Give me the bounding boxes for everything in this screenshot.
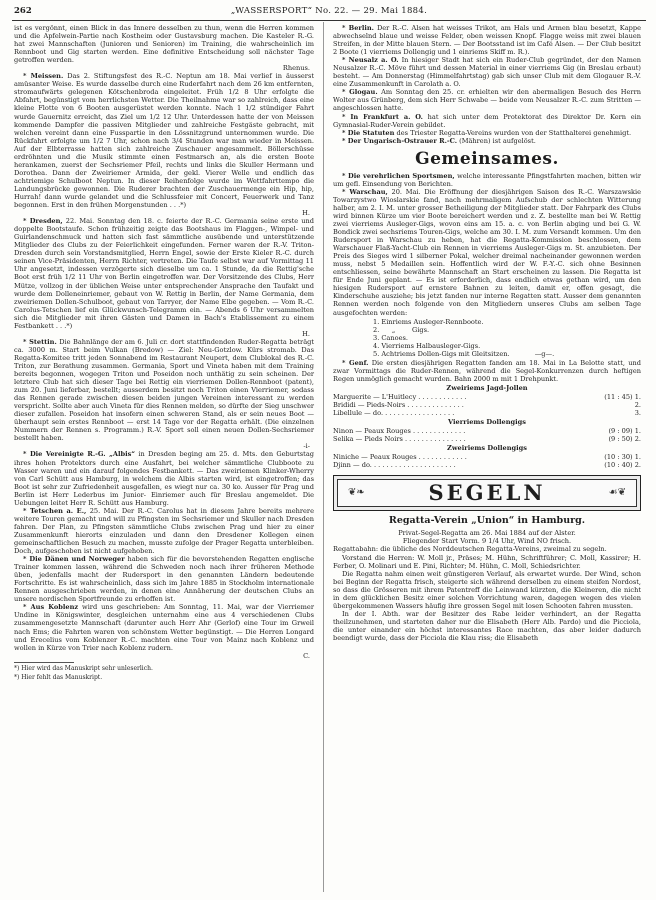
article-berlin (333, 24, 641, 56)
result-time: (11 : 45) 1. (604, 392, 641, 401)
regatta-start-info: Fliegender Start Vorm. 9 1/4 Uhr, Wind NO frisch. (402, 537, 572, 546)
article-lead: * Berlin. (342, 24, 374, 32)
article-body: In hiesiger Stadt hat sich ein Ruder-Club gegründet, der den Namen Neusalzer R.-C. Möve führt und dessen Material in einer vierriems Gig (in Breslau erbaut) besteht. — Am Donnerstag (Himmelfahrtstag) gab sich unser Club mit dem Glogauer R.-V. eine Zusammenkunft in Carolath a. O. (333, 56, 641, 89)
article-meissen (14, 72, 314, 209)
article-body: 20. Mai. Die Eröffnung der diesjährigen Saison des R.-C. Warszawskie Towarzystwo Wioslarskie fand, nach mehrmaligem Aufschub der schlechten Witterung halber, am 2. I. M. unter grosser Betheiligung der Mitglieder statt. Der Fahrpark des Clubs wird binnen Kürze um vier Boote bereichert werden und z. Z. bestellte man bei W. Rettig zwei vierriems Ausleger-Gigs, wovon eins am 15. a. c. von Berlin abging und bei G. W. Bondick zwei sechsriems Touren-Gigs, welche am 30. I. M. zum Versandt kommen. Um den Rudersport in Warschau zu heben, hat die Regatta-Kommission beschlossen, dem Warschauer Flaß-Yacht-Club ein Rennen in vierriems Ausleger-Gigs m. St. anzubieten. Der Preis des Sieges wird 1 silberner Pokal, welcher dreimal nacheinander gewonnen werden muss, nebst 5 Medaillen sein. Hoffentlich wird der W. F.-Y.-C. sich ohne Besinnen entschliessen, seine bewährte Mannschaft an Start erscheinen zu lassen. Die Regatta ist für Ende Juni geplant. — Es ist erforderlich, dass endlich etwas gethan wird, um den hiesigen Rudersport auf ernstere Bahnen zu leiten, damit er, offen gesagt, die Kinderschuhe ausziehe; bis jetzt fanden nur interne Regatten statt. Ausser dem genannten Rennen werden noch folgende von den Mitgliedern unseres Clubs am selben Tage ausgefochten werden: (333, 187, 641, 317)
article-lead: * Meissen. (23, 72, 64, 81)
article-warschau (333, 188, 641, 317)
result-time: (10 : 40) 2. (604, 461, 641, 470)
results-table (333, 384, 641, 469)
result-row (333, 453, 641, 461)
result-time: 3. (634, 409, 641, 418)
list-item: 5. Achtriems Dollen-Gigs mit Gleitsitzen. —g—. (373, 349, 555, 358)
article-lead: * Die Statuten (342, 128, 395, 137)
ornament-icon: ☙❦ (608, 487, 626, 499)
list-item: 4. Vierriems Halbausleger-Gigs. (373, 341, 481, 350)
article-koblenz (14, 603, 314, 651)
article-lead: * Die Dänen und Norweger (23, 555, 125, 564)
result-name: Selika — Pieds Noirs . . . . . . . . . . . . . . . (333, 435, 466, 444)
segeln-banner (333, 475, 641, 511)
regatta-subtitle: Privat-Segel-Regatta am 26. Mai 1884 auf der Alster. (398, 529, 576, 538)
article-body: Die Bahnlänge der am 6. Juli cr. dort stattfindenden Ruder-Regatta beträgt ca. 3000 m. Start beim Vulkan (Bredow) — Ziel: Neu-Gotzlow. Kürs stromab. Das Regatta-Komitee tritt jeden Sonnabend im Restaurant Neupert, dem Clublokal des R.-C. Triton, zur Berathung zusammen. Germania, Sport und Vineta haben mit dem Training bereits begonnen, wogegen Triton und Poseidon noch unthätig zu sein scheinen. Der letztere Club hat sich dieser Tage bei Rettig ein vierriemen Dollen-Rennboot (patent), zum 20. Juni lieferbar, bestellt; ausserdem besitzt noch Triton einen Vierriemer, sodass das Rennen gerade zwischen diesen beiden jungen Vereinen interessant zu werden verspricht. Sollte aber auch Vineta für dies Rennen melden, so dürfte der Sieg unschwer dieser zufallen. Poseidon hat insofern einen schweren Stand, als er sein neues Boot — überhaupt sein erstes Rennboot — erst 14 Tage vor der Regatta erhält. (Die einzelnen Nummern der Rennen s. Programm.) R.-V. Sport soll einen neuen Dollen-Sechsriemer bestellt haben. (14, 337, 314, 443)
article-body: wird uns geschrieben: Am Sonntag, 11. Mai, war der Vierriemer Undine in Königswinter, desgleichen unternahm eine aus 4 verschiedenen Clubs zusammengesetzte Mannschaft (darunter auch Herr Ahr (Gerlof) eine Tour im Grweil nach Ems; die Fahrten waren von schönstem Wetter begünstigt. — Die Herren Longard und Erecelius vom Koblenzer R.-C. machten eine Tour von Mainz nach Koblenz und wollen in Kürze von Trier nach Koblenz rudern. (14, 603, 314, 652)
article-lead: * Der Ungarisch-Ostrauer R.-C. (342, 136, 458, 145)
regatta-report: In der I. Abth. war der Besitzer des Rabe leider verhindert, an der Regatta theilzunehmen, und starteten daher nur die Elisabeth (Herr Alb. Pardo) und die Picciola, die unter einander ein höchst interessantes Race machten, das aber leider dadurch beendigt wurde, dass der Picciola die Klau riss; die Elisabeth (333, 609, 641, 642)
footnote: *) Hier fehlt das Manuskript. (14, 673, 103, 681)
result-time: (9 : 09) 1. (608, 427, 641, 436)
article-lead: * In Frankfurt a. O. (342, 112, 423, 121)
regatta-title: Regatta-Verein „Union“ in Hamburg. (388, 515, 586, 527)
article-body: welche interessante Pfingstfahrten machen, bitten wir um gefl. Einsendung von Berichten. (333, 171, 642, 188)
result-row (333, 409, 641, 417)
result-name: Libellule — do. . . . . . . . . . . . . . . . . . (333, 409, 455, 418)
section-heading-gemeinsames: Gemeinsames. (415, 148, 559, 169)
regatta-course: Regattabahn: die übliche des Norddeutschen Regatta-Vereins, zweimal zu segeln. (333, 545, 607, 554)
article-lead: * Die verehrlichen Sportsmen, (342, 171, 455, 180)
result-row (333, 435, 641, 443)
right-column (333, 24, 641, 642)
article-body: hat sich unter dem Protektorat des Direktor Dr. Kern ein Gymnasial-Ruder-Verein gebildet. (333, 112, 641, 129)
article-body: haben sich für die bevorstehenden Regatten englische Trainer kommen lassen, während die Schweden noch nach ihrer früheren Methode üben, jedenfalls macht der Rudersport in den genannten Ländern bedeutende Fortschritte. Es ist wahrscheinlich, dass sich im Jahre 1885 in Stockholm internationale Rennen ausgeschrieben werden, in denen eine Annäherung der deutschen Clubs an unsere nordischen Sportfreunde zu erhoffen ist. (14, 555, 314, 604)
column-divider (323, 22, 324, 892)
result-row (333, 401, 641, 409)
article-body: Der R.-C. Alsen hat weisses Trikot, am Hals und Armen blau besetzt, Kappe abwechselnd blaue und weisse Felder, oben weissen Knopf. Flagge weiss mit zwei blauen Streifen, in der Mitte blauen Stern. — Der Bootsstand ist im Café Alsen. — Der Club besitzt 2 Boote (1 vierriems Dollengig und 1 einriems Skiff m. R.). (333, 24, 641, 57)
article-daenen (14, 555, 314, 603)
article-body: Am Sonntag den 25. cr. erhielten wir den abermaligen Besuch des Herrn Wolter aus Grünberg, dem sich Herr Schwabe — beide vom Neusalzer R.-C. zum Stritten — angeschlossen hatte. (333, 88, 641, 113)
article-ungar (333, 137, 641, 145)
article-lead: * Tetschen a. E., (23, 506, 87, 515)
article-lead: * Genf. (342, 358, 369, 367)
segeln-banner-inner (337, 479, 637, 507)
article-lead: * Dresden, (23, 217, 63, 226)
page-header (14, 6, 644, 20)
result-row (333, 393, 641, 401)
left-column (14, 24, 314, 681)
section-heading-segeln: SEGELN (428, 480, 546, 506)
article-lead: * Aus Koblenz (23, 603, 79, 612)
result-time: (9 : 50) 2. (608, 435, 641, 444)
signature: H. (302, 329, 310, 338)
result-time: 2. (634, 401, 641, 410)
result-row (333, 461, 641, 469)
footnote-rule (14, 662, 74, 663)
article-genf (333, 359, 641, 383)
regatta-committee: Vorstand die Herren: W. Moll jr., Präses; M. Hühn, Schriftführer; C. Moll, Kassirer; H. Ferber, O. Molinari und E. Pini, Richter; M. Hühn, C. Moll, Schiedsrichter. (333, 553, 641, 570)
result-row (333, 427, 641, 435)
signature: -i- (303, 442, 310, 451)
running-title: „WASSERSPORT“ No. 22. — 29. Mai 1884. (230, 6, 428, 16)
article-body: Das 2. Stiftungsfest des R.-C. Neptun am 18. Mai verlief in äusserst amüsanter Weise. Es wurde dasselbe durch eine Ruderfahrt nach dem 26 km entfernten, stromaufwärts gelegenen Kötschenbroda eingeleitet. Früh 1/2 8 Uhr erfolgte die Abfahrt, begünstigt vom herrlichsten Wetter. Die Theilnahme war so zahlreich, dass eine kleine Flotte von 6 Booten ausgerüstet werden konnte. Nach 1 1/2 stündiger Fahrt wurde Gauernitz erreicht, das Ziel um 1/2 12 Uhr. Unterdessen hatte der von Meissen kommende Dampfer die passiven Mitglieder und zahlreiche Festgäste gebracht, mit welchen vereint dann eine Fusspartie in den Lössnitzgrund unternommen wurde. Die Rückfahrt erfolgte um 1/2 7 Uhr, schon nach 3/4 Stunden war man wieder in Meissen. Auf der Elbterrasse hatten sich zahlreiche Zuschauer angesammelt. Böllerschüsse erdröhnten und die Musik stimmte einen Festmarsch an, als die ersten Boote herankamen, zuerst der Sechsriemer Pfeil, rechts und links die Skuller Hermann und Dorothea. Dann der Zweiriemer Armida, der gekl. Vierer Welle und endlich das achtriemige Schulboot Neptun. In dieser Reihenfolge wurde im Wettfahrttempo die Landungsbrücke gewonnen. Die Ruderer brachten der Zuschauermenge ein Hip, hip, Hurrah! dann wurde gelandet und die Schlussfeier mit Concert, Feuerwerk und Tanz begonnen. Erst in den frühen Morgenstunden . . .*) (14, 72, 314, 210)
page-number: 262 (14, 6, 32, 16)
article-body: in Dresden beging am 25. d. Mts. den Geburtstag ihres hohen Protektors durch eine Ausfahrt, bei welcher sämmtliche Clubboote zu Wasser waren und ein darauf folgendes Festbankett. — Das zweiriemen Klinker-Wherry von Carl Schütt aus Hamburg, in welchem die Albis starten wird, ist eingetroffen; das Boot ist sehr zur Zufriedenheit ausgefallen, es wiegt nur ca. 30 ko. Ausser für Prag und Berlin ist Herr Lederbus im Junior- Einriemer auch für Breslau angemeldet. Die Uebungen leitet Herr R. Schütt aus Hamburg. (14, 450, 314, 507)
article-statuten (333, 129, 641, 137)
article-frankfurt (333, 113, 641, 129)
result-name: Brididi — Pieds-Noirs . . . . . . . . . . . . . . (333, 401, 464, 410)
race-list (373, 318, 641, 358)
results-heading: Zweiriems Jagd-Jollen (446, 383, 528, 392)
intro-paragraph: ist es vergönnt, einen Blick in das Innere desselben zu thun, wenn die Herren kommen und die Apfelwein-Partie nach Kostheim oder Gustavsburg machen. Die Kasteler R.-G. hat zwei Mannschaften (Junioren und Senioren) im Training, die wahrscheinlich im Rennboot und Gig starten werden. Eine definitive Entscheidung soll nächster Tage getroffen werden. (14, 24, 314, 65)
article-verehrl (333, 172, 641, 188)
ornament-icon: ❦❧ (348, 487, 365, 499)
article-albis (14, 450, 314, 506)
article-lead: * Glogau. (342, 88, 378, 97)
article-stettin (14, 338, 314, 443)
signature: C. (303, 651, 310, 660)
list-item: 2. „ Gigs. (373, 325, 430, 334)
results-heading: Vierriems Dollengigs (448, 418, 526, 427)
article-lead: * Stettin. (23, 337, 57, 346)
result-name: Niniche — Peaux Rouges . . . . . . . . . . . . (333, 453, 467, 462)
article-dresden (14, 217, 314, 330)
result-name: Ninon — Peaux Rouges . . . . . . . . . . . . . (333, 427, 466, 436)
result-name: Djinn — do. . . . . . . . . . . . . . . . . . . . . (333, 461, 456, 470)
result-time: (10 : 30) 1. (604, 453, 641, 462)
article-body: 25. Mai. Der R.-C. Carolus hat in diesem Jahre bereits mehrere weitere Touren gemacht und will zu Pfingsten im Sechsriemer und Skuller nach Dresden fahren. Der Plan, zu Pfingsten sämmtliche Clubs zwischen Prag und hier zu einer Zusammenkunft hierorts einzuladen und dann den Dresdener Kollegen einen gemeinschaftlichen Besuch zu machen, musste zufolge der Prager Regatta unterbleiben. Doch, aufgeschoben ist nicht aufgehoben. (14, 506, 314, 556)
article-glogau (333, 88, 641, 112)
article-neusalz (333, 56, 641, 88)
regatta-report: Die Regatta nahm einen weit günstigeren Verlauf, als erwartet wurde. Der Wind, schon bei Beginn der Regatta frisch, steigerte sich während derselben zu einem steifen Nordost, so dass die Grösseren mit ihrem Patentreff die Leinwand kürzten, die Kleineren, die nicht in dem glücklichen Besitz einer solchen Vorrichtung waren, dagegen wegen des vielen übergekommenen Wassers häufig ihre grossen Segel mit losen Schooten fahren mussten. (333, 569, 641, 610)
article-body: (Mähren) ist aufgelöst. (459, 136, 536, 145)
article-tetschen (14, 507, 314, 555)
signature: Rhenus. (282, 64, 310, 73)
article-body: Die ersten diesjährigen Regatten fanden am 18. Mai in La Belotte statt, und zwar Vormittags die Ruder-Rennen, während die Segel-Konkurrenzen durch heftigen Regen unmöglich gemacht wurden. Bahn 2000 m mit 1 Drehpunkt. (333, 358, 641, 383)
article-body: des Triester Regatta-Vereins wurden von der Statthalterei genehmigt. (396, 128, 632, 137)
results-heading: Zweiriems Dollengigs (447, 444, 527, 453)
header-rule (12, 20, 646, 21)
result-name: Marguerite — L'Huitlecy . . . . . . . . . . . . (333, 392, 467, 401)
list-item: 3. Canoes. (373, 333, 408, 342)
article-lead: * Warschau, (342, 187, 388, 196)
article-lead: * Die Vereinigte R.-G. „Albis“ (23, 450, 136, 459)
article-body: 22. Mai. Sonntag den 18. c. feierte der R.-C. Germania seine erste und doppelte Bootstaufe. Schon frühzeitig zeigte das Bootshaus im Flaggen-, Wimpel- und Guirlandenschmuck und hatten sich fast sämmtliche ausübende und unterstützende Mitglieder des Clubs zu der Feierlichkeit eingefunden. Ferner waren der R.-V. Triton-Dresden durch sein Vorstandsmitglied, Herrn Engel, sowie der Erste Kieler R.-C. durch seinen Vice-Präsidenten, Herrn Richter, vertreten. Die Taufe selbst war auf Vormittag 11 Uhr angesetzt, indessen verzögerte sich dieselbe um ca. 1 Stunde, da die Rettig'sche Boot erst früh 1/2 11 Uhr von Berlin eingetroffen war. Der Vorsitzende des Clubs, Herr Mütze, vollzog in der üblichen Weise unter entsprechender Ansprache den Taufakt und wurde dem Dolleneinriemer, gebaut von W. Rettig in Berlin, der Name Germania, dem zweiriemen Dollen-Schulboot, gebaut von Tarryer, der Name Elbe gegeben. — Vom R.-C. Carolus-Tetschen lief ein Glückwunsch-Telegramm ein. — Abends 6 Uhr versammelten sich die Mitglieder mit ihren Gästen und Damen in Bach's Etablissement zu einem Festbankett . . .*) (14, 217, 314, 330)
list-item: 1. Einriems Ausleger-Rennboote. (373, 317, 484, 326)
signature: H. (302, 209, 310, 218)
footnote: *) Hier wird das Manuskript sehr unleserlich. (14, 664, 153, 672)
article-lead: * Neusalz a. O. (342, 56, 399, 65)
